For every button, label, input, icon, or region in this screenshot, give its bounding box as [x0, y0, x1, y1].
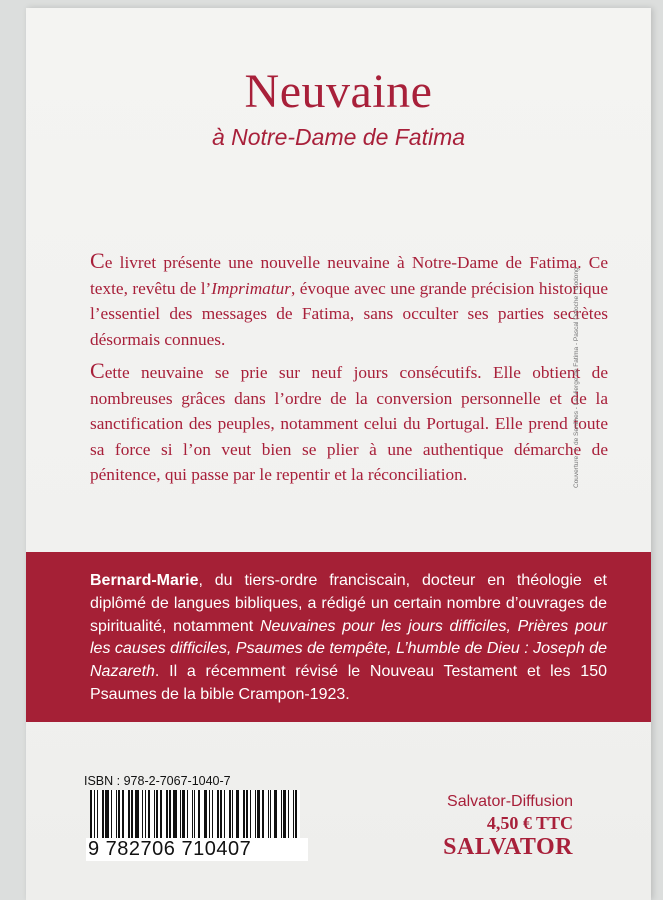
author-bio: [90, 570, 607, 707]
paragraph-text: e livret présente une nouvelle neuvaine à Notre-Dame de Fatima. Ce texte, revêtu de l’: [90, 253, 608, 298]
book-subtitle: à Notre-Dame de Fatima: [211, 124, 466, 150]
book-title: Neuvaine: [244, 65, 433, 118]
publisher-logo: SALVATOR: [443, 834, 573, 860]
author-name: Bernard-Marie: [90, 572, 199, 589]
description-paragraph-1: [90, 248, 608, 352]
bio-titles: Neuvaines pour les jours difficiles, Prières pour les causes difficiles, Psaumes de tempête, L’humble de Dieu : Joseph de Nazareth: [90, 617, 608, 681]
isbn-label: ISBN : 978-2-7067-1040-7: [84, 774, 231, 788]
description-paragraph-2: [90, 358, 608, 488]
dropcap: C: [90, 358, 105, 383]
paragraph-text: , évoque avec une grande précision historique l’essentiel des messages de Fatima, sans occulter ses parties secrètes désormais connues.: [90, 278, 608, 349]
cover-credit: Couverture : I. de Senilhes - La Vierge de Fatima - Pascal Deloche / Godong: [573, 267, 580, 488]
dropcap: C: [90, 248, 105, 273]
emphasis-text: Imprimatur: [211, 278, 291, 298]
back-cover: [26, 8, 651, 900]
bio-text: . Il a récemment révisé le Nouveau Testament et les 150 Psaumes de la bible Crampon-1923.: [90, 663, 607, 703]
barcode-digits: 9 782706 710407: [86, 838, 308, 861]
bio-text: , du tiers-ordre franciscain, docteur en théologie et diplômé de langues bibliques, a rédigé un certain nombre d’ouvrages de spiritualité, notamment: [90, 572, 607, 635]
distributor: Salvator-Diffusion: [447, 793, 573, 810]
price: 4,50 € TTC: [486, 813, 573, 833]
paragraph-text: ette neuvaine se prie sur neuf jours consécutifs. Elle obtient de nombreuses grâces dans l’ordre de la conversion personnelle et de la sanctification des peuples, notamment celui du Portugal. Elle prend toute sa force si l’on veut bien se plier à une authentique démarche de pénitence, qui passe par le repentir et la réconciliation.: [90, 363, 608, 484]
